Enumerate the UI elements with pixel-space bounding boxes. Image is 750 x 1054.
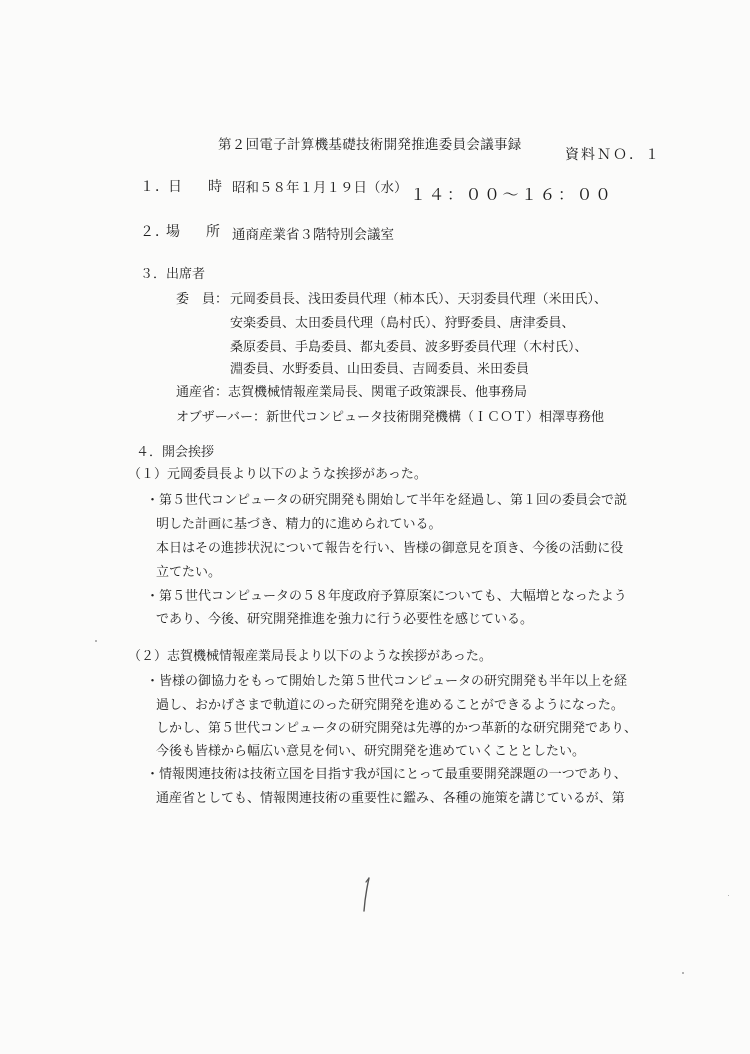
committee-line-2: 安楽委員、太田委員代理（島村氏）、狩野委員、唐津委員、 [230, 316, 575, 331]
opening-heading: ４．開会挨拶 [136, 445, 215, 460]
opening-sub2-line-5: ・情報関連技術は技術立国を目指す我が国にとって最重要開発課題の一つであり、 [146, 767, 627, 782]
opening-sub2-line-6: 通産省としても、情報関連技術の重要性に鑑み、各種の施策を講じているが、第 [156, 791, 625, 806]
committee-line-1: 元岡委員長、浅田委員代理（柿本氏）、天羽委員代理（米田氏）、 [230, 292, 608, 307]
scan-speck [728, 895, 729, 896]
opening-sub2-line-1: ・皆様の御協力をもって開始した第５世代コンピュータの研究開発も半年以上を経 [146, 674, 628, 689]
miti-attendees: 通産省：志賀機械情報産業局長、関電子政策課長、他事務局 [176, 385, 528, 400]
attendees-heading: ３．出席者 [140, 267, 206, 282]
committee-line-4: 淵委員、水野委員、山田委員、吉岡委員、米田委員 [230, 362, 530, 377]
scan-speck [95, 640, 97, 642]
observer-attendees: オブザーバー：新世代コンピュータ技術開発機構（ＩＣＯＴ）相澤専務他 [176, 410, 604, 425]
date-number: １． [140, 179, 170, 195]
opening-sub2-heading: （２）志賀機械情報産業局長より以下のような挨拶があった。 [128, 649, 492, 664]
opening-sub1-line-1: ・第５世代コンピュータの研究開発も開始して半年を経過し、第１回の委員会で説 [146, 493, 628, 508]
opening-sub2-line-2: 過し、おかげさまで軌道にのった研究開発を進めることができるようになった。 [156, 698, 624, 713]
page-number [356, 875, 376, 915]
place-label: 場 所 [166, 224, 226, 240]
meeting-place: 通商産業省３階特別会議室 [232, 227, 394, 243]
opening-sub2-line-4: 今後も皆様から幅広い意見を伺い、研究開発を進めていくこととしたい。 [156, 744, 586, 759]
opening-sub1-line-5: ・第５世代コンピュータの５８年度政府予算原案についても、大幅増となったよう [146, 589, 627, 604]
scan-speck [682, 972, 684, 974]
place-number: ２． [140, 224, 170, 240]
opening-sub1-line-4: 立てたい。 [156, 565, 222, 580]
handwritten-page-number-icon [356, 875, 376, 915]
opening-sub1-heading: （１）元岡委員長より以下のような挨拶があった。 [128, 467, 427, 482]
committee-label: 委 員： [176, 292, 229, 307]
document-title: 第２回電子計算機基礎技術開発推進委員会議事録 [218, 137, 522, 153]
opening-sub1-line-3: 本日はその進捗状況について報告を行い、皆様の御意見を頂き、今後の活動に役 [156, 541, 624, 556]
date-label: 日 時 [168, 179, 228, 195]
opening-sub1-line-6: であり、今後、研究開発推進を強力に行う必要性を感じている。 [156, 612, 534, 627]
document-number: 資料ＮＯ．１ [565, 147, 661, 163]
opening-sub1-line-2: 明した計画に基づき、精力的に進められている。 [156, 517, 442, 532]
meeting-date: 昭和５８年１月１９日（水） [232, 180, 408, 196]
committee-line-3: 桑原委員、手島委員、都丸委員、波多野委員代理（木村氏）、 [230, 340, 588, 355]
opening-sub2-line-3: しかし、第５世代コンピュータの研究開発は先導的かつ革新的な研究開発であり、 [156, 721, 638, 736]
meeting-time: １４：００〜１６：００ [410, 185, 614, 204]
